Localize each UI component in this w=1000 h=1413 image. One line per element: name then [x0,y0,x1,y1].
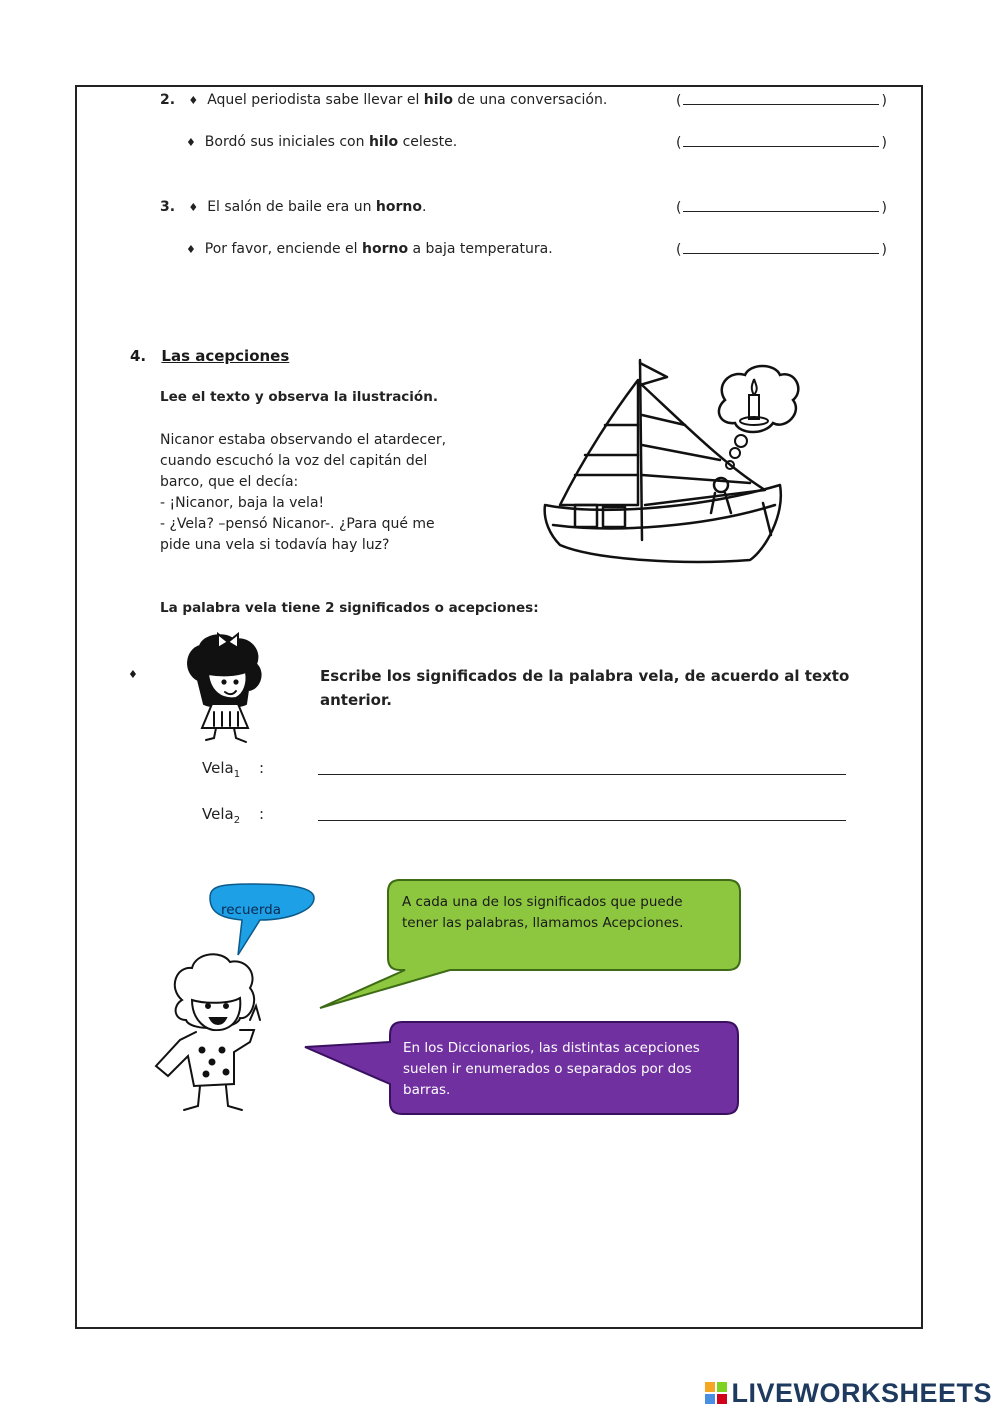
sailboat-illustration [535,355,805,570]
answer-blank[interactable]: ( ) [676,93,887,109]
instruction: Lee el texto y observa la ilustración. [160,389,438,405]
section-title: Las acepciones [161,347,290,365]
story-text: Nicanor estaba observando el atardecer, cuando escuchó la voz del capitán del barco, que el decía: - ¡Nicanor, baja la vela! - ¿Vela? –pensó Nicanor-. ¿Para qué me pide una vela si todavía hay luz? [160,432,447,553]
green-bubble-text: A cada una de los significados que puede tener las palabras, llamamos Acepciones. [402,894,684,931]
vela-2-answer-line[interactable] [318,820,846,821]
item-2-sentence-2: ♦ Bordó sus iniciales con hilo celeste. [186,134,458,150]
purple-bubble-text: En los Diccionarios, las distintas acepciones suelen ir enumerados o separados por dos barras. [403,1040,700,1098]
mafalda-illustration [178,632,270,744]
colon: : [259,759,265,777]
section-4-heading: 4. Las acepciones [130,347,290,365]
bullet-icon: ♦ [186,136,196,149]
liveworksheets-logo: LIVEWORKSHEETS [705,1378,992,1409]
vela-1-label: Vela$_1$ [202,759,241,780]
statement: La palabra vela tiene 2 significados o acepciones: [160,600,539,616]
answer-blank[interactable]: ( ) [676,200,887,216]
girl-illustration [156,954,260,1110]
bullet-icon: ♦ [188,201,199,214]
vela-1-answer-line[interactable] [318,774,846,775]
logo-grid-icon [705,1382,727,1404]
item-3-sentence-2: ♦ Por favor, enciende el horno a baja temperatura. [186,241,553,257]
task-instruction: Escribe los significados de la palabra vela, de acuerdo al texto anterior. [320,667,850,709]
answer-blank[interactable]: ( ) [676,242,887,258]
recuerda-label: recuerda [221,902,281,918]
bullet-icon: ♦ [128,668,138,681]
item-3-sentence-1: 3. ♦ El salón de baile era un horno. [160,199,427,215]
item-number: 2. [160,92,176,108]
answer-blank[interactable]: ( ) [676,135,887,151]
bullet-icon: ♦ [188,94,199,107]
vela-2-label: Vela$_2$ [202,805,241,826]
colon: : [259,805,265,823]
item-2-sentence-1: 2. ♦ Aquel periodista sabe llevar el hilo de una conversación. [160,92,608,108]
item-number: 3. [160,199,176,215]
bullet-icon: ♦ [186,243,196,256]
